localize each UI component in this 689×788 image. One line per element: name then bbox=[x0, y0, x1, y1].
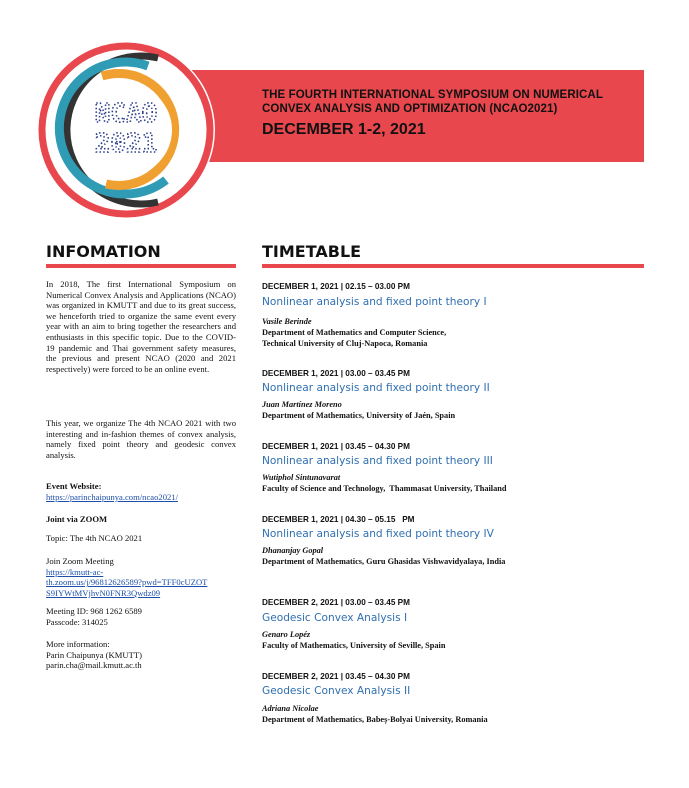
session-affiliation: Department of Mathematics and Computer Science, Technical University of Cluj-Napoca, Romania bbox=[262, 328, 447, 348]
banner-title-line1: THE FOURTH INTERNATIONAL SYMPOSIUM ON NUMERICAL bbox=[262, 89, 603, 101]
session-date: DECEMBER 2, 2021 | 03.00 – 03.45 PM bbox=[262, 598, 410, 607]
zoom-join-label: Join Zoom Meeting bbox=[46, 556, 114, 566]
zoom-link-line1[interactable]: https://kmutt-ac- bbox=[46, 566, 104, 577]
contact-name: Parin Chaipunya (KMUTT) bbox=[46, 649, 142, 660]
session-affiliation: Faculty of Mathematics, University of Seville, Spain bbox=[262, 641, 446, 650]
info-paragraph-2: This year, we organize The 4th NCAO 2021 with two interesting and in-fashion themes of convex analysis, namely fixed point theory and geodesic convex analysis. bbox=[46, 418, 236, 460]
session-title: Nonlinear analysis and fixed point theory I bbox=[262, 296, 487, 308]
information-rule bbox=[46, 264, 236, 268]
session-affiliation: Department of Mathematics, Guru Ghasidas Vishwavidyalaya, India bbox=[262, 557, 506, 566]
contact-block bbox=[46, 639, 236, 671]
session-affiliation: Faculty of Science and Technology, Thammasat University, Thailand bbox=[262, 484, 507, 493]
contact-email: parin.cha@mail.kmutt.ac.th bbox=[46, 660, 142, 671]
ncao-logo bbox=[36, 40, 216, 225]
session-date: DECEMBER 1, 2021 | 04.30 – 05.15 PM bbox=[262, 515, 415, 524]
session-affiliation: Department of Mathematics, University of Jaén, Spain bbox=[262, 411, 456, 420]
session-title: Nonlinear analysis and fixed point theory II bbox=[262, 382, 490, 394]
session-speaker: Wutiphol Sintunavarat bbox=[262, 473, 341, 482]
session-title: Nonlinear analysis and fixed point theory IV bbox=[262, 528, 494, 540]
session-speaker: Adriana Nicolae bbox=[262, 704, 319, 713]
session-title: Nonlinear analysis and fixed point theory III bbox=[262, 455, 493, 467]
more-info-label: More information: bbox=[46, 639, 110, 649]
meeting-id: Meeting ID: 968 1262 6589 bbox=[46, 606, 142, 616]
banner-title-line2: CONVEX ANALYSIS AND OPTIMIZATION (NCAO2021) bbox=[262, 103, 558, 115]
banner-dates: DECEMBER 1-2, 2021 bbox=[262, 121, 426, 138]
logo-text-ncao: NCAO bbox=[94, 99, 158, 129]
session-title: Geodesic Convex Analysis I bbox=[262, 612, 408, 624]
event-website-label: Event Website: bbox=[46, 481, 102, 491]
session-title: Geodesic Convex Analysis II bbox=[262, 685, 411, 697]
timetable-heading: TIMETABLE bbox=[262, 242, 362, 261]
session-date: DECEMBER 1, 2021 | 03.00 – 03.45 PM bbox=[262, 369, 410, 378]
zoom-label: Joint via ZOOM bbox=[46, 514, 108, 524]
zoom-topic: Topic: The 4th NCAO 2021 bbox=[46, 533, 143, 543]
header-banner bbox=[160, 70, 644, 162]
session-affiliation: Department of Mathematics, Babeș-Bolyai University, Romania bbox=[262, 715, 488, 724]
information-heading: INFOMATION bbox=[46, 242, 161, 261]
timetable-rule bbox=[262, 264, 644, 268]
passcode: Passcode: 314025 bbox=[46, 616, 108, 627]
session-date: DECEMBER 1, 2021 | 03.45 – 04.30 PM bbox=[262, 442, 410, 451]
zoom-link-line3[interactable]: S9IYWtMVjhvN0FNR3Qwdz09 bbox=[46, 587, 161, 598]
event-website-block bbox=[46, 481, 236, 502]
info-paragraph-1: In 2018, The first International Symposium on Numerical Convex Analysis and Applications (NCAO) was organized in KMUTT and due to its great success, we henceforth tried to organize the same event every year with an aim to bring together the researchers and enthusiasts in this specific topic. Due to the COVID-19 pandemic and Thai government safety measures, the previous and present NCAO (2020 and 2021 respectively) were forced to be an online event. bbox=[46, 279, 236, 374]
session-speaker: Vasile Berinde bbox=[262, 317, 312, 326]
session-date: DECEMBER 2, 2021 | 03.45 – 04.30 PM bbox=[262, 672, 410, 681]
zoom-join-block bbox=[46, 556, 236, 598]
session-speaker: Juan Martínez Moreno bbox=[262, 400, 342, 409]
zoom-link-line2[interactable]: th.zoom.us/j/96812626589?pwd=TFF0cUZOT bbox=[46, 577, 208, 588]
session-speaker: Dhananjay Gopal bbox=[262, 546, 324, 555]
session-date: DECEMBER 1, 2021 | 02.15 – 03.00 PM bbox=[262, 282, 410, 291]
session-speaker: Genaro Lopéz bbox=[262, 630, 311, 639]
event-website-link[interactable]: https://parinchaipunya.com/ncao2021/ bbox=[46, 491, 178, 502]
logo-text-year: 2021 bbox=[94, 129, 158, 159]
meeting-details bbox=[46, 606, 236, 627]
